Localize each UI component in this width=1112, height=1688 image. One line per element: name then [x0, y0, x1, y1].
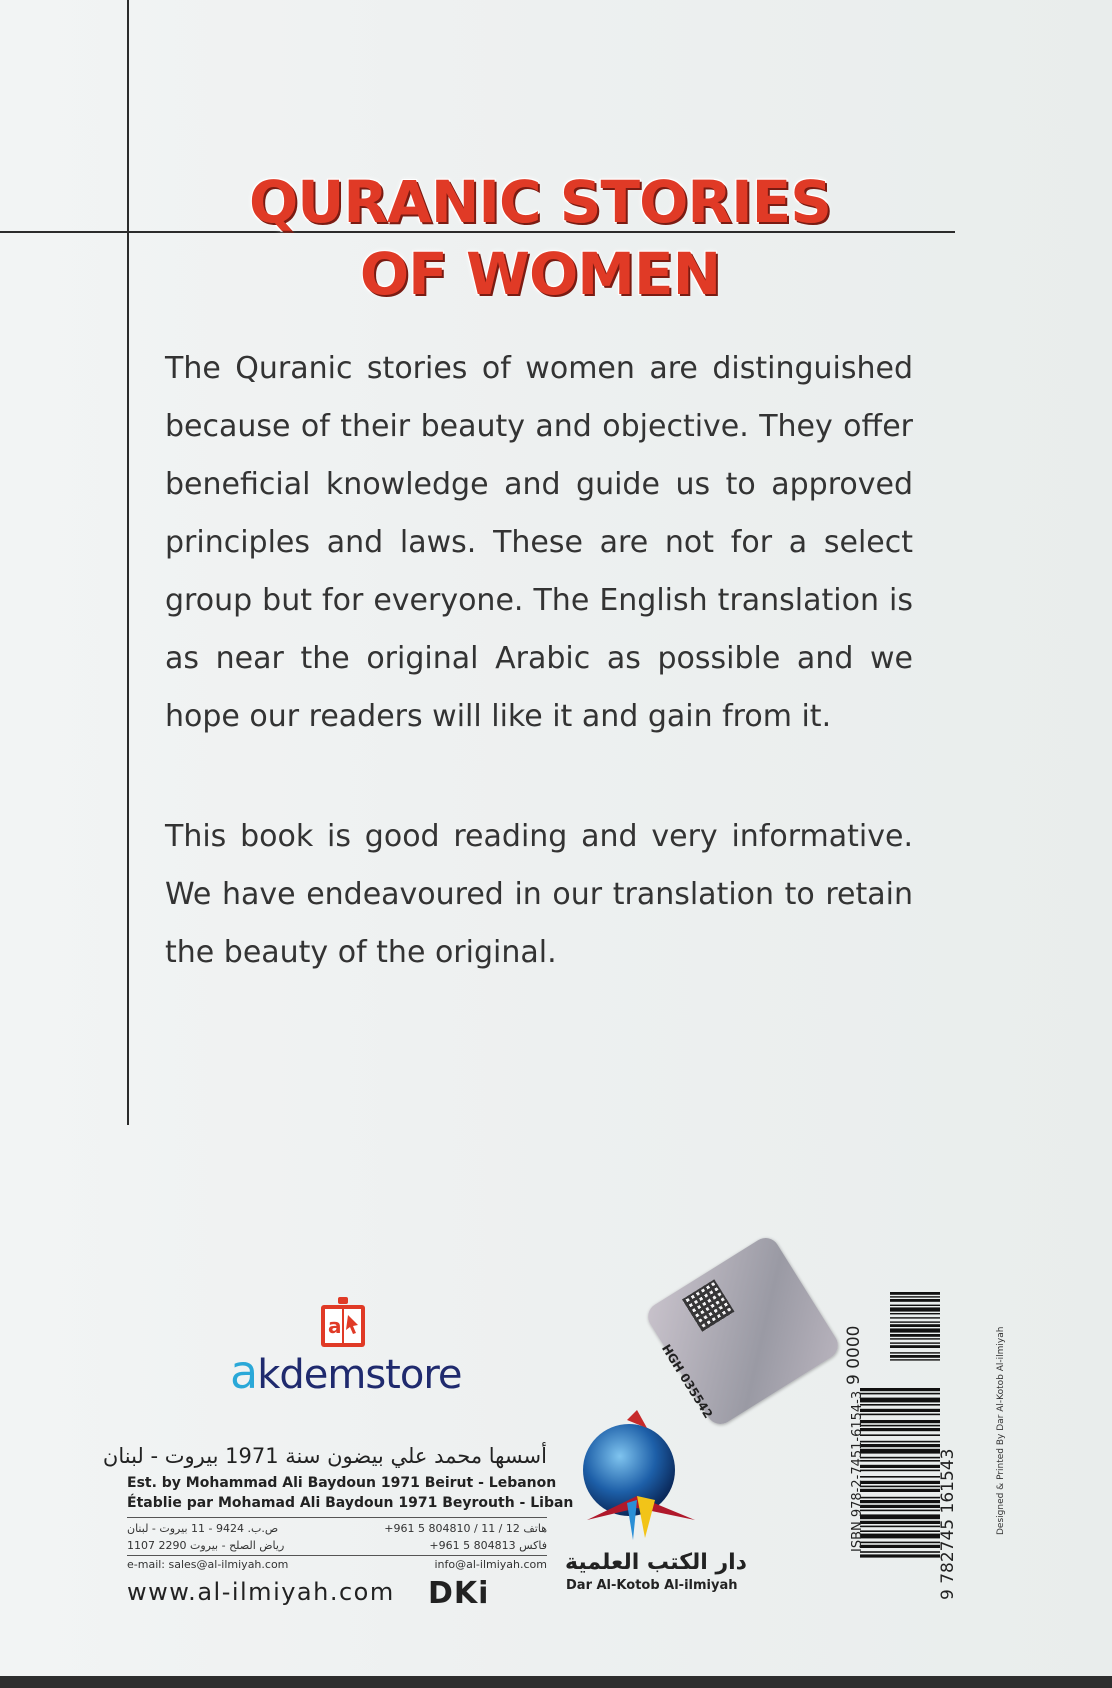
barcode-addon-bar: [890, 1324, 940, 1327]
page-bottom-edge: [0, 1676, 1112, 1688]
email-info: info@al-ilmiyah.com: [434, 1558, 547, 1571]
barcode-addon-bar: [890, 1345, 940, 1348]
vertical-rule: [127, 0, 129, 1125]
barcode-digits-main: 9 782745 161543: [938, 1448, 958, 1600]
barcode-bar: [860, 1434, 940, 1436]
barcode-bar: [860, 1457, 940, 1459]
barcode-bar: [860, 1554, 940, 1557]
dar-al-kotob-arabic: دار الكتب العلمية: [565, 1550, 747, 1575]
po-box: ص.ب. 9424 - 11 بيروت - لبنان: [127, 1522, 279, 1535]
dki-logo: DKi: [428, 1576, 490, 1611]
barcode-bar: [860, 1476, 940, 1478]
barcode-addon-bar: [890, 1328, 940, 1332]
barcode-bar: [860, 1489, 940, 1492]
barcode-bar: [860, 1534, 940, 1539]
publisher-est-en: Est. by Mohammad Ali Baydoun 1971 Beirut - Lebanon: [127, 1475, 557, 1491]
barcode-bar: [860, 1409, 940, 1412]
dar-al-kotob-latin: Dar Al-Kotob Al-ilmiyah: [566, 1578, 738, 1593]
barcode-bar: [860, 1514, 940, 1519]
barcode-digits-addon: 9 0000: [844, 1325, 864, 1385]
barcode-bar: [860, 1481, 940, 1484]
title-line-2: OF WOMEN: [359, 240, 721, 308]
svg-text:a: a: [328, 1314, 342, 1338]
isbn-number: ISBN 978-2-7451-6154-3: [850, 1390, 865, 1552]
barcode-bar: [860, 1404, 940, 1406]
barcode-bar: [860, 1393, 940, 1395]
publisher-rule-2: [127, 1555, 547, 1556]
barcode-addon-bar: [890, 1338, 940, 1339]
barcode-bar: [860, 1449, 940, 1454]
barcode-bar: [860, 1510, 940, 1512]
barcode-addon-bar: [890, 1355, 940, 1358]
barcode-bar: [860, 1542, 940, 1544]
phone: +961 5 804810 / 11 / 12 هاتف: [384, 1522, 547, 1535]
barcode-bar: [860, 1551, 940, 1553]
fax: +961 5 804813 فاكس: [429, 1539, 547, 1552]
barcode-addon-bar: [890, 1317, 940, 1318]
blurb-paragraph-2: This book is good reading and very informative. We have endeavoured in our translation to retain the beauty of the original.: [165, 819, 913, 970]
barcode-bar: [860, 1428, 940, 1431]
barcode-bar: [860, 1545, 940, 1548]
dar-al-kotob-globe-logo: [567, 1408, 707, 1548]
akdemstore-wordmark: [230, 1345, 462, 1399]
title-line-1: QURANIC STORIES: [248, 168, 832, 236]
barcode-bar: [860, 1500, 940, 1503]
barcode-bar: [860, 1414, 940, 1416]
barcode-addon-bar: [890, 1342, 940, 1343]
publisher-est-fr: Établie par Mohamad Ali Baydoun 1971 Beyrouth - Liban: [127, 1495, 574, 1511]
barcode-addon-bar: [890, 1359, 940, 1360]
barcode-addon-bar: [890, 1296, 940, 1297]
barcode-bar: [860, 1486, 940, 1488]
riad-address: رياض الصلح - بيروت 2290 1107: [127, 1539, 285, 1552]
barcode-addon-bar: [890, 1352, 940, 1353]
designed-by-credit: Designed & Printed By Dar Al-Kotob Al-ilmiyah: [996, 1326, 1006, 1535]
barcode-bar: [860, 1398, 940, 1403]
barcode-bar: [860, 1465, 940, 1468]
barcode-bar: [860, 1530, 940, 1532]
barcode-addon-bar: [890, 1307, 940, 1311]
barcode-bar: [860, 1388, 940, 1391]
barcode-addon-bar: [890, 1299, 940, 1302]
barcode-addon-bar: [890, 1321, 940, 1322]
akdemstore-wordmark-a: a: [230, 1345, 258, 1399]
barcode-addon-bar: [890, 1305, 940, 1306]
barcode-bar: [860, 1420, 940, 1423]
website-url: www.al-ilmiyah.com: [127, 1578, 395, 1606]
publisher-rule-1: [127, 1517, 547, 1518]
barcode-bar: [860, 1425, 940, 1427]
barcode-bar: [860, 1444, 940, 1447]
publisher-arabic-line: أسسها محمد علي بيضون سنة 1971 بيروت - لبنان: [102, 1444, 547, 1468]
barcode-bar: [860, 1460, 940, 1462]
barcode-addon-bar: [890, 1334, 940, 1337]
barcode-bar: [860, 1526, 940, 1528]
barcode-bar: [860, 1470, 940, 1472]
qr-code-icon: [682, 1279, 734, 1331]
akdemstore-wordmark-rest: kdemstore: [257, 1352, 462, 1398]
akdemstore-book-icon: [318, 1297, 368, 1349]
barcode-addon-bar: [890, 1313, 940, 1314]
email-sales: e-mail: sales@al-ilmiyah.com: [127, 1558, 289, 1571]
blurb-paragraph-1: The Quranic stories of women are distinguished because of their beauty and objective. They offer beneficial knowledge and guide us to approved principles and laws. These are not for a select group but for everyone. The English translation is as near the original Arabic as possible and we hope our readers will like it and gain from it.: [165, 351, 913, 734]
sticker-code: HGH 035542: [658, 1341, 716, 1421]
barcode-addon-bar: [890, 1292, 940, 1295]
barcode-bar: [860, 1521, 940, 1524]
barcode-bar: [860, 1497, 940, 1499]
barcode-bar: [860, 1505, 940, 1508]
barcode-bar: [860, 1441, 940, 1443]
